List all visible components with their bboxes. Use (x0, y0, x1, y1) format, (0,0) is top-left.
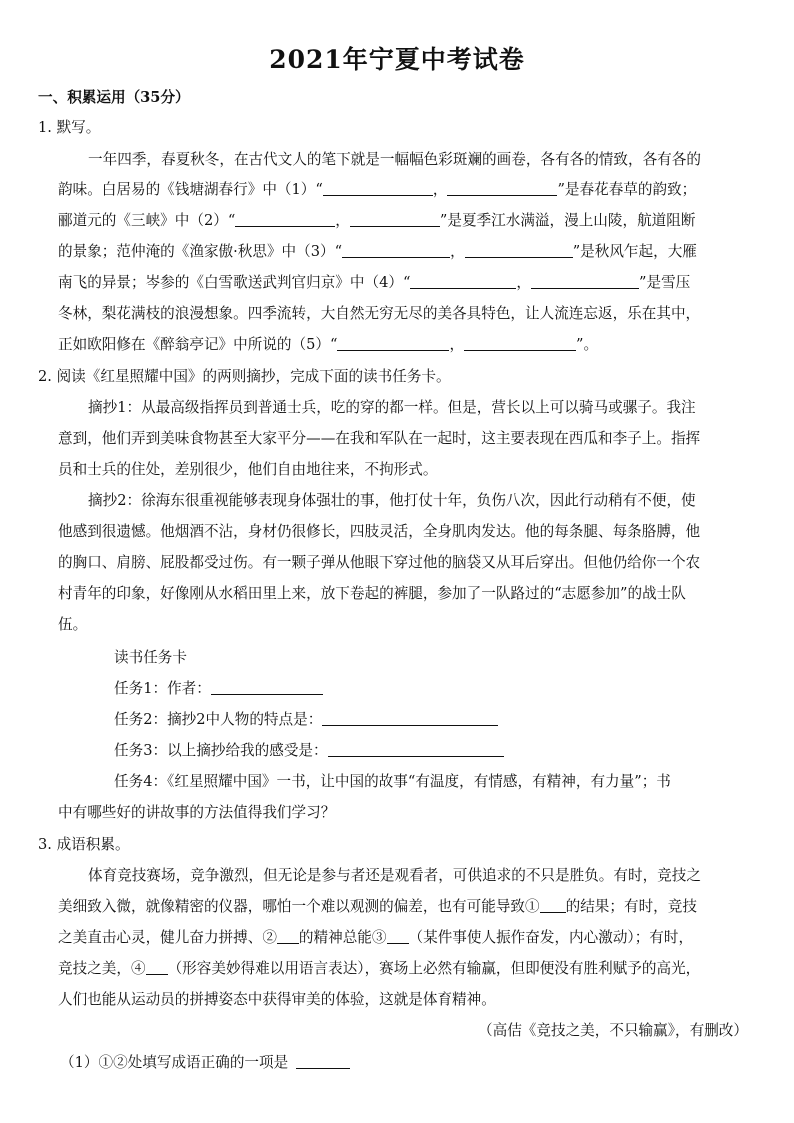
sub-question-1: （1）①②处填写成语正确的一项是 (60, 1053, 350, 1073)
excerpt-1-line: 员和士兵的住处，差别很少，他们自由地往来，不拘形式。 (58, 461, 438, 478)
question-1-heading: 1. 默写。 (38, 119, 101, 136)
excerpt-2-line: 他感到很遗憾。他烟酒不沾，身材仍很修长，四肢灵活，全身肌肉发达。他的每条腿、每条胳膊，他 (58, 523, 701, 540)
excerpt-2-line: 伍。 (58, 616, 88, 633)
q3-text-line: 人们也能从运动员的拼搏姿态中获得审美的体验，这就是体育精神。 (58, 991, 496, 1008)
section-heading: 一、积累运用（35分） (38, 89, 190, 106)
answer-blank[interactable] (540, 898, 566, 913)
q1-text-line: 的景象；范仲淹的《渔家傲·秋思》中（3）“ ， ”是秋风乍起，大雁 (58, 243, 697, 260)
question-2-heading: 2. 阅读《红星照耀中国》的两则摘抄，完成下面的读书任务卡。 (38, 368, 451, 385)
q3-text-line: 美细致入微，就像精密的仪器，哪怕一个难以观测的偏差，也有可能导致① 的结果；有时，竞技 (58, 898, 697, 915)
answer-blank[interactable] (531, 274, 639, 289)
source-citation: （高佶《竞技之美，不只输赢》，有删改） (478, 1022, 748, 1039)
task-1: 任务1：作者： (114, 679, 323, 699)
answer-blank[interactable] (465, 243, 573, 258)
excerpt-2-line: 摘抄2：徐海东很重视能够表现身体强壮的事，他打仗十年，负伤八次，因此行动稍有不便，使 (88, 492, 696, 509)
q3-text-line: 体育竞技赛场，竞争激烈，但无论是参与者还是观看者，可供追求的不只是胜负。有时，竞技之 (88, 867, 701, 884)
q1-text-line: 冬林，梨花满枝的浪漫想象。四季流转，大自然无穷无尽的美各具特色，让人流连忘返，乐在其中， (58, 305, 701, 322)
answer-blank[interactable] (296, 1054, 350, 1069)
answer-blank[interactable] (328, 742, 504, 757)
q1-text-line: 一年四季，春夏秋冬，在古代文人的笔下就是一幅幅色彩斑斓的画卷，各有各的情致，各有各的 (88, 151, 701, 168)
excerpt-2-line: 的胸口、肩膀、屁股都受过伤。有一颗子弹从他眼下穿过他的脑袋又从耳后穿出。但他仍给你一个农 (58, 554, 701, 571)
task-4-line: 中有哪些好的讲故事的方法值得我们学习？ (58, 804, 336, 821)
answer-blank[interactable] (447, 181, 557, 196)
answer-blank[interactable] (235, 212, 335, 227)
q1-text-line: 南飞的异景；岑参的《白雪歌送武判官归京》中（4）“ ， ”是雪压 (58, 274, 691, 291)
q3-text-line: 竞技之美，④ （形容美妙得难以用语言表达），赛场上必然有输赢，但即便没有胜利赋予的高光， (58, 960, 701, 977)
answer-blank[interactable] (387, 929, 409, 944)
answer-blank[interactable] (322, 711, 498, 726)
excerpt-1-line: 意到，他们弄到美味食物甚至大家平分——在我和军队在一起时，这主要表现在西瓜和李子上。指挥 (58, 430, 701, 447)
answer-blank[interactable] (342, 243, 450, 258)
q1-text-line: 韵味。白居易的《钱塘湖春行》中（1）“ ， ”是春花春草的韵致； (58, 181, 697, 198)
task-card-title: 读书任务卡 (114, 649, 187, 666)
task-2: 任务2：摘抄2中人物的特点是： (114, 710, 498, 730)
answer-blank[interactable] (337, 336, 449, 351)
answer-blank[interactable] (350, 212, 440, 227)
q1-text-line: 正如欧阳修在《醉翁亭记》中所说的（5）“ ， ”。 (58, 336, 599, 353)
question-3-heading: 3. 成语积累。 (38, 836, 130, 853)
answer-blank[interactable] (277, 929, 299, 944)
q1-text-line: 郦道元的《三峡》中（2）“ ， ”是夏季江水满溢，漫上山陵，航道阻断 (58, 212, 696, 229)
task-4-line: 任务4：《红星照耀中国》一书，让中国的故事“有温度，有情感，有精神，有力量”；书 (114, 773, 671, 790)
answer-blank[interactable] (211, 680, 323, 695)
answer-blank[interactable] (146, 960, 168, 975)
excerpt-2-line: 村青年的印象，好像刚从水稻田里上来，放下卷起的裤腿，参加了一队路过的“志愿参加”的战士队 (58, 585, 686, 602)
excerpt-1-line: 摘抄1：从最高级指挥员到普通士兵，吃的穿的都一样。但是，营长以上可以骑马或骡子。我注 (88, 399, 696, 416)
q3-text-line: 之美直击心灵，健儿奋力拼搏、② 的精神总能③ （某件事使人振作奋发，内心激动）；有时， (58, 929, 694, 946)
answer-blank[interactable] (323, 181, 433, 196)
answer-blank[interactable] (410, 274, 516, 289)
task-3: 任务3：以上摘抄给我的感受是： (114, 741, 504, 761)
answer-blank[interactable] (464, 336, 576, 351)
page-title: 2021年宁夏中考试卷 (269, 45, 525, 74)
